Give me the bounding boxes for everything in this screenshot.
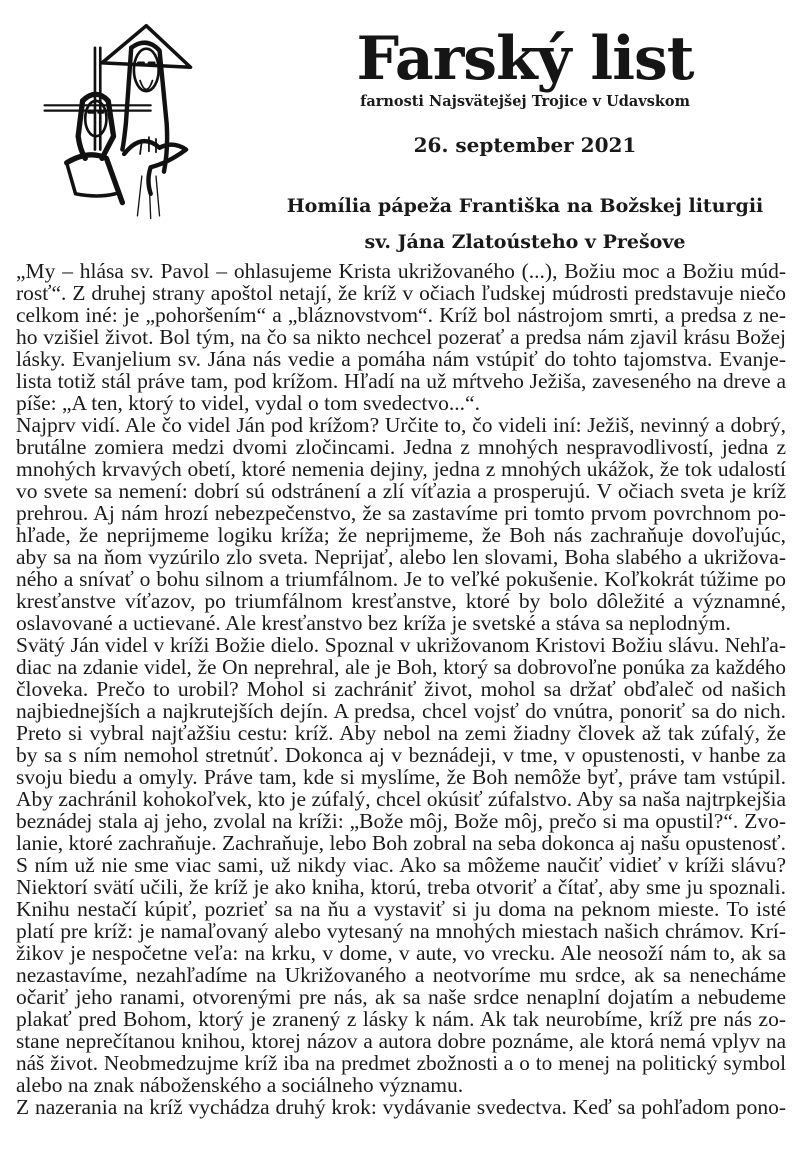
article-heading <box>250 188 800 260</box>
article-line: diac na zdanie videl, že On neprehral, ale je Boh, ktorý sa dobrovoľne ponúka za každého <box>16 655 786 679</box>
article-line: Svätý Ján videl v kríži Božie dielo. Spoznal v ukrižovanom Kristovi Božiu slávu. Nehľa- <box>16 633 786 657</box>
article-line: píše: „A ten, ktorý to videl, vydal o tom svedectvo...“. <box>16 391 480 415</box>
article-line: Niektorí svätí učili, že kríž je ako kniha, ktorú, treba otvoriť a čítať, aby sme ju spoznali. <box>16 875 786 899</box>
article-line: oslavované a uctievané. Ale kresťanstvo bez kríža je svetské a stáva sa neplodným. <box>16 611 731 635</box>
article-line: Najprv vidí. Ale čo videl Ján pod krížom? Určite to, čo videli iní: Ježiš, nevinný a dobrý, <box>16 413 786 437</box>
article-line: hľade, že neprijmeme logiku kríža; že neprijmeme, že Boh nás zachraňuje dovoľujúc, <box>16 523 786 547</box>
article-line: Aby zachránil kohokoľvek, kto je zúfalý, chcel okúsiť zúfalstvo. Aby sa naša najtrpkejšia <box>16 787 786 811</box>
issue-date: 26. september 2021 <box>413 133 637 157</box>
article-line: ného a snívať o bohu silnom a triumfálnom. Je to veľké pokušenie. Koľkokrát túžime po <box>16 567 786 591</box>
article-line: „My – hlása sv. Pavol – ohlasujeme Krista ukrižovaného (...), Božiu moc a Božiu múd- <box>16 259 786 283</box>
article-line: platí pre kríž: je namaľovaný alebo vytesaný na mnohých miestach našich chrámov. Krí- <box>16 919 786 943</box>
article-line: najbiednejších a najkrutejších dejín. A predsa, chcel vojsť do vnútra, ponoriť sa do nich. <box>16 699 786 723</box>
article-line: celkom iné: je „pohoršením“ a „bláznovstvom“. Kríž bol nástrojom smrti, a predsa z ne- <box>16 303 786 327</box>
article-line: aby sa na ňom vyzúrilo zlo sveta. Neprijať, alebo len slovami, Boha slabého a ukrižova- <box>16 545 786 569</box>
article-line: S ním už nie sme viac sami, už nikdy viac. Ako sa môžeme naučiť vidieť v kríži slávu? <box>16 853 786 877</box>
article-line: lista totiž stál práve tam, pod krížom. Hľadí na už mŕtveho Ježiša, zaveseného na dreve a <box>16 369 786 393</box>
article-line: prehrou. Aj nám hrozí nebezpečenstvo, že sa zastavíme pri tomto prvom povrchnom po- <box>16 501 786 525</box>
article-line: svoju biedu a omyly. Práve tam, kde si myslíme, že Boh nemôže byť, práve tam vstúpil. <box>16 765 786 789</box>
article-line: by sa s ním nemohol stretnúť. Dokonca aj v beznádeji, v tme, v opustenosti, v hanbe za <box>16 743 786 767</box>
article-line: Knihu nestačí kúpiť, pozrieť sa na ňu a vystaviť si ju doma na peknom mieste. To isté <box>16 897 786 921</box>
article-line: náš život. Neobmedzujme kríž iba na predmet zbožnosti a o to menej na politický symbol <box>16 1051 786 1075</box>
parish-subtitle: farnosti Najsvätejšej Trojice v Udavskom <box>360 93 690 110</box>
article-line: alebo na znak náboženského a sociálneho významu. <box>16 1073 464 1097</box>
trinity-illustration-icon <box>18 8 248 238</box>
article-line: očariť jeho ranami, otvorenými pre nás, ak sa naše srdce nenaplní dojatím a nebudeme <box>16 985 786 1009</box>
article-line: lásky. Evanjelium sv. Jána nás vedie a pomáha nám vstúpiť do tohto tajomstva. Evanje- <box>16 347 786 371</box>
article-line: stane neprečítanou knihou, ktorej názov a autora dobre poznáme, ale ktorá nemá vplyv na <box>16 1029 786 1053</box>
article-line: človeka. Prečo to urobil? Mohol si zachrániť život, mohol sa držať obďaleč od našich <box>16 677 786 701</box>
article-line: kresťanstve víťazov, po triumfálnom kresťanstve, ktoré by bolo dôležité a významné, <box>16 589 786 613</box>
article-line: Z nazerania na kríž vychádza druhý krok: vydávanie svedectva. Keď sa pohľadom pono- <box>16 1095 786 1119</box>
article-line: Preto si vybral najťažšiu cestu: kríž. Aby nebol na zemi žiadny človek až tak zúfalý, že <box>16 721 786 745</box>
article-heading-line: Homília pápeža Františka na Božskej liturgii <box>286 195 764 217</box>
article-line: vo svete sa nemení: dobrí sú odstránení a zlí víťazia a prosperujú. V očiach sveta je kríž <box>16 479 786 503</box>
article-line: beznádej stala aj jeho, zvolal na kríži: „Bože môj, Bože môj, prečo si ma opustil?“. Zvo- <box>16 809 786 833</box>
article-line: lanie, ktoré zachraňuje. Zachraňuje, lebo Boh zobral na seba dokonca aj našu opustenosť. <box>16 831 786 855</box>
article-body <box>16 260 786 1118</box>
article-line: ho vzišiel život. Bol tým, na čo sa nikto nechcel pozerať a predsa nám zjavil krásu Božej <box>16 325 786 349</box>
article-heading-line: sv. Jána Zlatoústeho v Prešove <box>364 231 686 253</box>
article-line: žikov je nespočetne veľa: na krku, v dome, v aute, vo vrecku. Ale neosoží nám to, ak sa <box>16 941 786 965</box>
article-line: brutálne zomiera medzi dvomi zločincami. Jedna z mnohých nespravodlivostí, jedna z <box>16 435 786 459</box>
newsletter-title: Farský list <box>356 24 694 94</box>
article-line: nezastavíme, nezahľadíme na Ukrižovaného a neotvoríme mu srdce, ak sa nenecháme <box>16 963 786 987</box>
article-line: plakať pred Bohom, ktorý je zranený z lásky k nám. Ak tak neurobíme, kríž pre nás zo- <box>16 1007 786 1031</box>
article-line: rosť“. Z druhej strany apoštol netají, že kríž v očiach ľudskej múdrosti predstavuje niečo <box>16 281 786 305</box>
article-line: mnohých krvavých obetí, ktoré nemenia dejiny, jedna z mnohých ukážok, že tok udalostí <box>16 457 786 481</box>
